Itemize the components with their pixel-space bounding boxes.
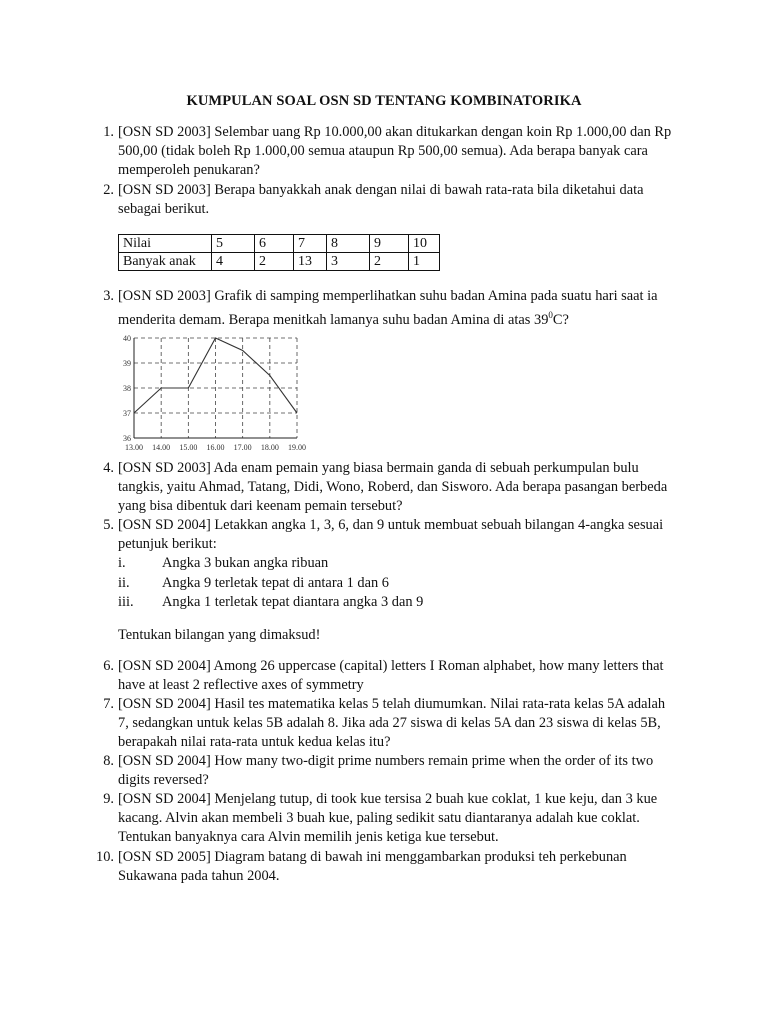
- problem-number: 2.: [103, 182, 114, 198]
- problem-text: [OSN SD 2003] Berapa banyakkah anak dengan nilai di bawah rata-rata bila diketahui data sebagai berikut.: [118, 182, 644, 218]
- problem-text: [OSN SD 2004] How many two-digit prime numbers remain prime when the order of its two digits reversed?: [118, 753, 654, 789]
- problem-4: [103, 459, 678, 517]
- problem-text: [OSN SD 2005] Diagram batang di bawah ini menggambarkan produksi teh perkebunan Sukawana pada tahun 2004.: [118, 849, 627, 885]
- sub-item-numeral: ii.: [118, 574, 130, 591]
- problem-1: [103, 123, 678, 181]
- x-tick-label: 16.00: [206, 443, 225, 452]
- sub-item-i: [118, 554, 678, 573]
- problem-closing-text: Tentukan bilangan yang dimaksud!: [118, 627, 321, 643]
- document-title: KUMPULAN SOAL OSN SD TENTANG KOMBINATORIKA: [186, 93, 582, 109]
- sub-item-numeral: iii.: [118, 593, 134, 610]
- sub-item-numeral: i.: [118, 555, 126, 572]
- problem-text: [OSN SD 2004] Letakkan angka 1, 3, 6, dan 9 untuk membuat sebuah bilangan 4-angka sesuai petunjuk berikut:: [118, 517, 664, 553]
- y-tick-label: 36: [123, 434, 131, 443]
- table-cell: 13: [294, 253, 327, 271]
- problem-number: 1.: [103, 124, 114, 140]
- problem-number: 5.: [103, 517, 114, 533]
- table-cell: 10: [409, 235, 440, 253]
- table-cell: 4: [212, 253, 255, 271]
- sub-item-ii: [118, 574, 678, 593]
- x-tick-label: 17.00: [233, 443, 252, 452]
- problem-text-end: C?: [552, 312, 569, 328]
- y-tick-label: 38: [123, 384, 131, 393]
- superscript: 0: [548, 310, 553, 321]
- problem-text: [OSN SD 2003] Grafik di samping memperlihatkan suhu badan Amina pada suatu hari saat ia menderita demam. Berapa menitkah lamanya suhu badan Amina di atas 39: [118, 288, 658, 328]
- y-tick-label: 39: [123, 359, 131, 368]
- problem-2: [103, 181, 678, 219]
- problem-number: 6.: [103, 658, 114, 674]
- table-cell: Banyak anak: [119, 253, 212, 271]
- sub-item-text: Angka 3 bukan angka ribuan: [162, 555, 329, 572]
- score-table: [118, 234, 440, 271]
- table-row: [119, 253, 440, 271]
- problem-9: [103, 790, 678, 848]
- sub-item-iii: [118, 593, 678, 612]
- table-cell: Nilai: [119, 235, 212, 253]
- problem-number: 7.: [103, 696, 114, 712]
- problem-3: [103, 287, 678, 330]
- sub-item-text: Angka 1 terletak tepat diantara angka 3 dan 9: [162, 593, 424, 610]
- table-cell: 8: [327, 235, 370, 253]
- x-tick-label: 18.00: [260, 443, 279, 452]
- table-cell: 3: [327, 253, 370, 271]
- problem-number: 8.: [103, 753, 114, 769]
- problem-7: [103, 695, 678, 753]
- x-tick-label: 15.00: [179, 443, 198, 452]
- problem-text: [OSN SD 2004] Among 26 uppercase (capital) letters I Roman alphabet, how many letters that have at least 2 reflective axes of symmetry: [118, 658, 664, 694]
- problem-text: [OSN SD 2004] Menjelang tutup, di took kue tersisa 2 buah kue coklat, 1 kue keju, dan 3 kue kacang. Alvin akan membeli 3 buah kue, paling sedikit satu diantaranya adalah kue coklat. Tentukan banyaknya cara Alvin memilih jenis ketiga kue tersebut.: [118, 791, 658, 846]
- table-cell: 6: [255, 235, 294, 253]
- problem-5: [103, 516, 678, 612]
- problem-number: 10.: [96, 849, 114, 865]
- sub-item-text: Angka 9 terletak tepat di antara 1 dan 6: [162, 574, 389, 591]
- problem-8: [103, 752, 678, 790]
- x-tick-label: 19.00: [288, 443, 306, 452]
- table-cell: 5: [212, 235, 255, 253]
- problem-number: 3.: [103, 288, 114, 304]
- table-cell: 2: [255, 253, 294, 271]
- table-cell: 2: [370, 253, 409, 271]
- table-cell: 1: [409, 253, 440, 271]
- table-cell: 7: [294, 235, 327, 253]
- y-tick-label: 37: [123, 409, 131, 418]
- problem-number: 4.: [103, 460, 114, 476]
- problem-number: 9.: [103, 791, 114, 807]
- problem-10: [96, 848, 678, 886]
- problem-text: [OSN SD 2004] Hasil tes matematika kelas 5 telah diumumkan. Nilai rata-rata kelas 5A adalah 7, sedangkan untuk kelas 5B adalah 8. Jika ada 27 siswa di kelas 5A dan 23 siswa di kelas 5B, berapakah nilai rata-rata untuk kedua kelas itu?: [118, 696, 666, 751]
- problem-text: [OSN SD 2003] Ada enam pemain yang biasa bermain ganda di sebuah perkumpulan bulu tangkis, yaitu Ahmad, Tatang, Didi, Wono, Roberd, dan Sisworo. Ada berapa pasangan berbeda yang bisa dibentuk dari keenam pemain tersebut?: [118, 460, 668, 515]
- problem-6: [103, 657, 678, 695]
- temperature-line-chart: [112, 330, 312, 458]
- table-row: [119, 235, 440, 253]
- problem-text: [OSN SD 2003] Selembar uang Rp 10.000,00 akan ditukarkan dengan koin Rp 1.000,00 dan Rp 500,00 (tidak boleh Rp 1.000,00 semua ataupun Rp 500,00 semua). Ada berapa banyak cara memperoleh penukaran?: [118, 124, 672, 179]
- table-cell: 9: [370, 235, 409, 253]
- y-tick-label: 40: [123, 334, 131, 343]
- problem-5-closing: [118, 626, 678, 645]
- x-tick-label: 13.00: [125, 443, 143, 452]
- x-tick-label: 14.00: [152, 443, 171, 452]
